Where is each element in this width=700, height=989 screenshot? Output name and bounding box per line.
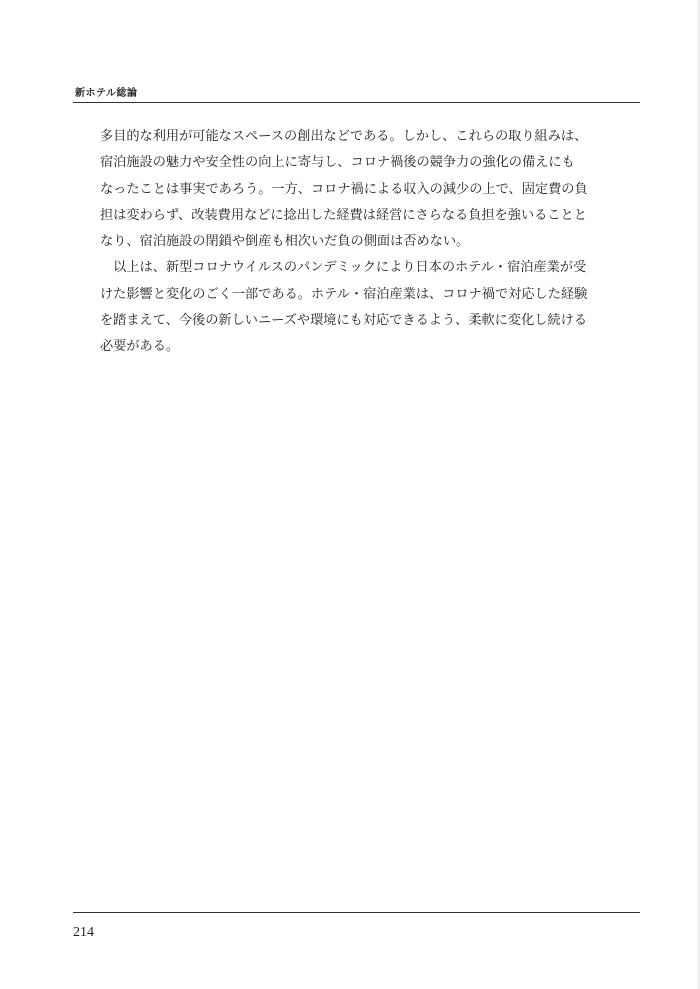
body-line: 担は変わらず、改装費用などに捻出した経費は経営にさらなる負担を強いることと	[100, 207, 587, 223]
body-line: なったことは事実であろう。一方、コロナ禍による収入の減少の上で、固定費の負	[100, 181, 588, 197]
page-edge-shadow	[696, 0, 700, 989]
footer-divider	[73, 912, 640, 913]
page-number: 214	[73, 925, 94, 940]
header-divider	[73, 102, 640, 103]
body-line: けた影響と変化のごく一部である。ホテル・宿泊産業は、コロナ禍で対応した経験	[100, 286, 588, 302]
body-line: なり、宿泊施設の閉鎖や倒産も相次いだ負の側面は否めない。	[100, 234, 470, 250]
body-line: 宿泊施設の魅力や安全性の向上に寄与し、コロナ禍後の競争力の強化の備えにも	[100, 155, 575, 171]
body-line: を踏まえて、今後の新しいニーズや環境にも対応できるよう、柔軟に変化し続ける	[100, 313, 588, 329]
body-line: 必要がある。	[100, 339, 180, 355]
body-line: 多目的な利用が可能なスペースの創出などである。しかし、これらの取り組みは、	[100, 129, 588, 144]
body-text	[100, 124, 615, 361]
running-header: 新ホテル総論	[75, 88, 138, 99]
body-line: 以上は、新型コロナウイルスのパンデミックにより日本のホテル・宿泊産業が受	[100, 260, 587, 276]
